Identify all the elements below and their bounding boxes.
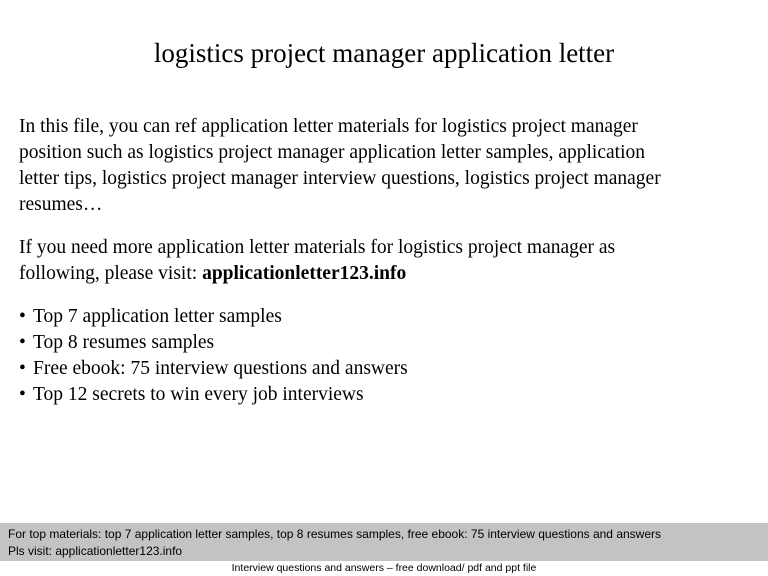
list-item-label: Top 12 secrets to win every job interviews	[33, 384, 364, 405]
footer-line-visit: Pls visit: applicationletter123.info	[8, 544, 183, 558]
intro-paragraph: In this file, you can ref application letter materials for logistics project manager position such as logistics project manager application letter samples, application letter tips, logistics project manager interview questions, logistics project manager resumes…	[19, 116, 661, 215]
bottom-caption: Interview questions and answers – free download/ pdf and ppt file	[231, 562, 537, 574]
materials-list	[19, 304, 749, 408]
slide-content	[19, 114, 749, 408]
bullet-icon: •	[19, 332, 26, 353]
slide-title: logistics project manager application letter	[153, 38, 615, 68]
list-item-label: Top 7 application letter samples	[33, 306, 282, 327]
bullet-icon: •	[19, 306, 26, 327]
more-info-text: If you need more application letter materials for logistics project manager as following, please visit:	[19, 237, 616, 284]
footer-banner	[0, 523, 768, 561]
list-item	[19, 356, 749, 382]
list-item-label: Top 8 resumes samples	[33, 332, 215, 353]
list-item	[19, 330, 749, 356]
website-link[interactable]: applicationletter123.info	[202, 263, 407, 284]
bullet-icon: •	[19, 384, 26, 405]
more-info-paragraph	[19, 235, 749, 287]
footer-line-materials: For top materials: top 7 application letter samples, top 8 resumes samples, free ebook: 75 interview questions and answers	[8, 527, 661, 541]
list-item	[19, 304, 749, 330]
list-item-label: Free ebook: 75 interview questions and answers	[33, 358, 408, 379]
list-item	[19, 382, 749, 408]
bullet-icon: •	[19, 358, 26, 379]
